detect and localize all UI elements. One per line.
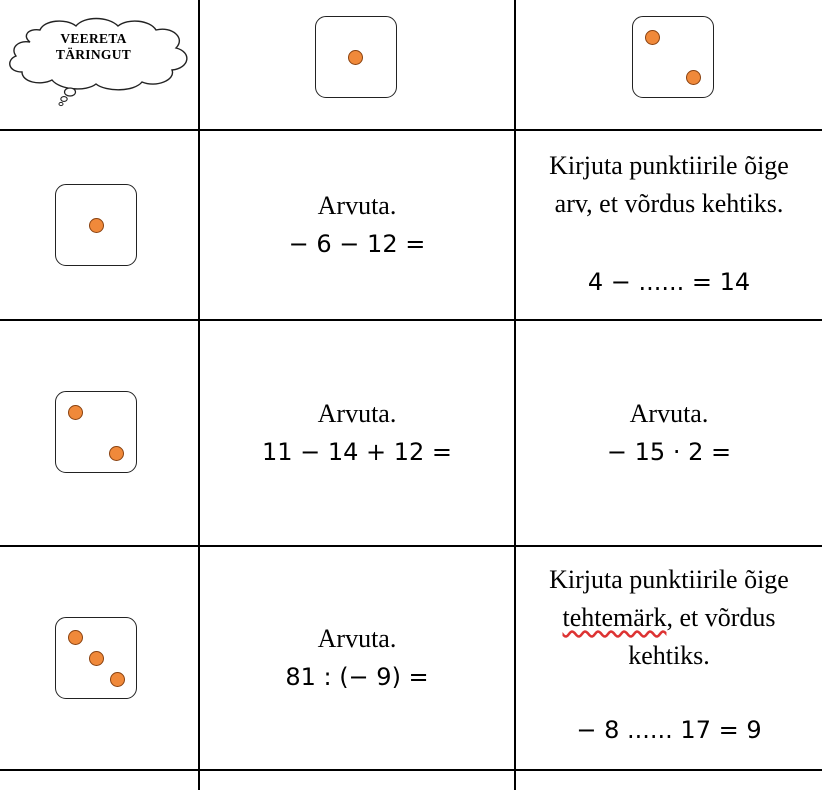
die-two-header [632, 16, 714, 98]
die-pip [110, 672, 125, 687]
task-equation: − 8 ...... 17 = 9 [576, 716, 762, 744]
die-pip [686, 70, 701, 85]
task-instruction-line1: Kirjuta punktiirile õige [549, 151, 789, 180]
die-three-row [55, 617, 137, 699]
task-row1-col3 [516, 131, 822, 319]
task-row2-col3 [516, 321, 822, 545]
task-row1-col2 [200, 131, 514, 319]
die-pip [645, 30, 660, 45]
die-pip [89, 651, 104, 666]
die-pip [109, 446, 124, 461]
task-expression: − 15 · 2 = [606, 438, 732, 466]
roll-dice-label-line1: VEERETA [60, 31, 127, 46]
task-instruction: Arvuta. [317, 191, 397, 220]
task-equation: 4 − ...... = 14 [587, 268, 751, 296]
task-instruction: Arvuta. [317, 399, 397, 428]
task-instruction-line3: kehtiks. [628, 641, 710, 670]
task-expression: 81 : (− 9) = [285, 663, 429, 691]
row-divider [0, 769, 822, 771]
task-instruction-line2-rest: , et võrdus [666, 603, 776, 632]
task-instruction-line2 [563, 599, 776, 637]
task-expression: 11 − 14 + 12 = [261, 438, 453, 466]
die-pip [89, 218, 104, 233]
die-one-header [315, 16, 397, 98]
task-expression: − 6 − 12 = [288, 230, 426, 258]
task-instruction: Arvuta. [317, 624, 397, 653]
task-instruction-line2: arv, et võrdus kehtiks. [554, 189, 784, 218]
die-pip [68, 405, 83, 420]
task-row3-col3 [516, 547, 822, 769]
roll-dice-cloud [0, 0, 198, 129]
task-row2-col2 [200, 321, 514, 545]
die-two-row [55, 391, 137, 473]
die-one-row [55, 184, 137, 266]
die-pip [68, 630, 83, 645]
spellcheck-word[interactable]: tehtemärk [562, 603, 667, 632]
task-instruction: Arvuta. [629, 399, 709, 428]
roll-dice-label [16, 31, 171, 63]
die-pip [348, 50, 363, 65]
roll-dice-label-line2: TÄRINGUT [55, 47, 132, 62]
task-row3-col2 [200, 547, 514, 769]
task-instruction-line1: Kirjuta punktiirile õige [549, 565, 789, 594]
